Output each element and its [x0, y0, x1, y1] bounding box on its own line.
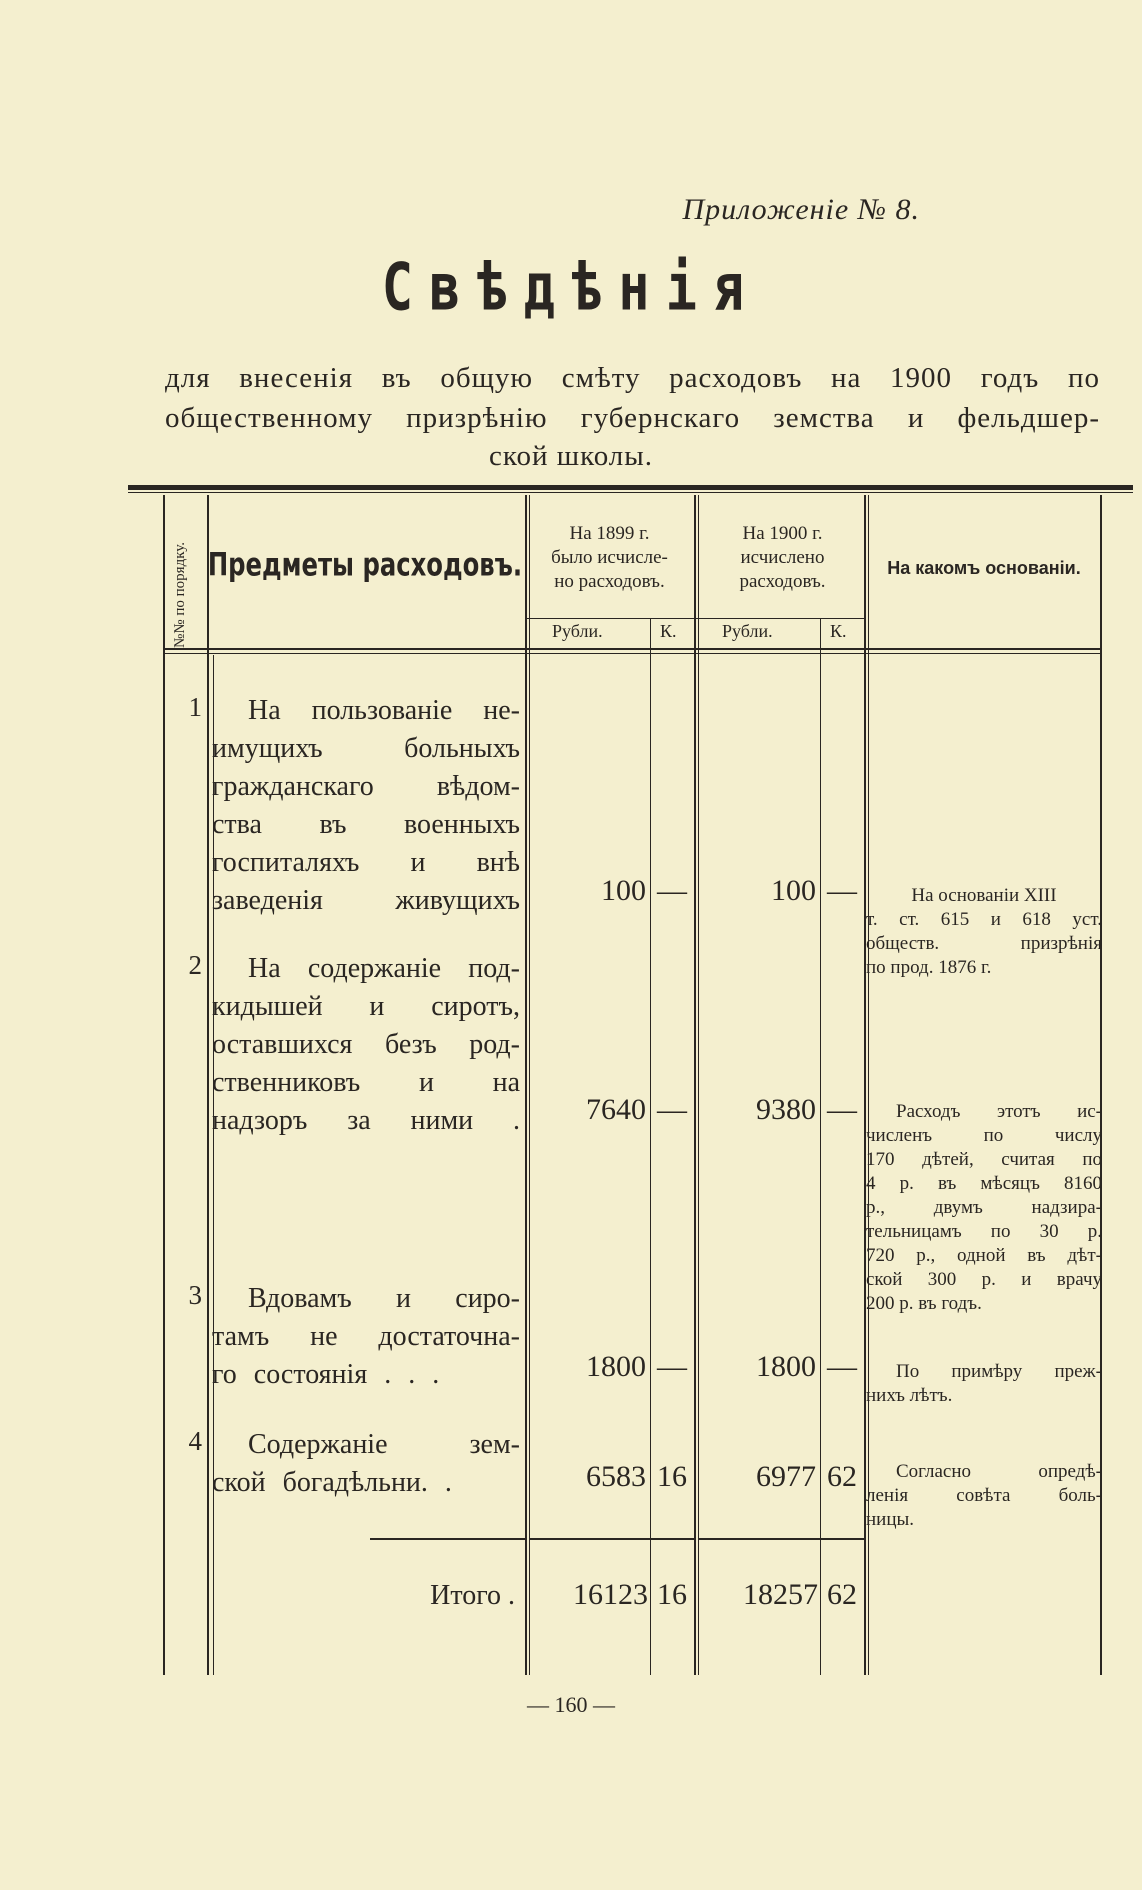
- amount-kopecks-1900: 62: [827, 1460, 857, 1493]
- row-basis-line: 170 дѣтей, считая по: [866, 1149, 1102, 1170]
- amount-rubles-1900: 6977: [756, 1460, 816, 1493]
- row-description-line: надзоръ за ними .: [212, 1105, 520, 1136]
- row-basis-line: тельницамъ по 30 р.: [866, 1221, 1102, 1242]
- total-rubles-1900: 18257: [743, 1578, 818, 1611]
- appendix-label: Приложеніе № 8.: [682, 193, 920, 226]
- col-divider-subjects: [525, 495, 527, 1675]
- row-basis-line: численъ по числу: [866, 1125, 1102, 1146]
- intro-line-3: ской школы.: [488, 440, 654, 472]
- amount-rubles-1900: 100: [771, 874, 816, 907]
- table-top-rule: [128, 485, 1133, 490]
- row-basis-line: т. ст. 615 и 618 уст.: [866, 909, 1102, 930]
- col-divider-1899-inner: [698, 495, 699, 1675]
- row-description-line: ства въ военныхъ: [212, 809, 520, 840]
- total-kopecks-1899: 16: [657, 1578, 687, 1611]
- column-header-1900-line: исчислено: [740, 547, 825, 568]
- row-basis-line: ленія совѣта боль-: [866, 1485, 1102, 1506]
- row-description-line: заведенія живущихъ: [212, 885, 520, 916]
- col-divider-no: [207, 495, 209, 1675]
- column-header-1899: [527, 522, 692, 594]
- total-rule-subjects: [370, 1538, 525, 1540]
- row-description-line: го состоянія . . .: [212, 1359, 440, 1390]
- amount-kopecks-1900: —: [827, 874, 857, 907]
- document-title: Свѣдѣнія: [381, 250, 761, 326]
- amount-kopecks-1899: —: [657, 1350, 687, 1383]
- header-bottom-thin-rule: [163, 653, 1100, 654]
- intro-line-2: общественному призрѣнію губернскаго земства и фельдшер-: [165, 402, 1100, 434]
- row-basis-line: Расходъ этотъ ис-: [896, 1101, 1102, 1122]
- subheader-rubles-1899: Рубли.: [552, 621, 603, 641]
- amount-kopecks-1900: —: [827, 1093, 857, 1126]
- row-description-line: На содержаніе под-: [248, 953, 520, 984]
- column-header-number: №№ по порядку.: [172, 541, 188, 648]
- column-header-1899-line: На 1899 г.: [569, 523, 650, 544]
- col-divider-kop-1900: [820, 618, 821, 1675]
- row-description-line: Содержаніе зем-: [248, 1429, 520, 1460]
- row-number: 3: [188, 1280, 202, 1310]
- column-header-basis: На какомъ основаніи.: [887, 558, 1081, 578]
- row-description-line: ственниковъ и на: [212, 1067, 520, 1098]
- row-description: [212, 1280, 520, 1394]
- row-description-line: оставшихся безъ род-: [212, 1029, 520, 1060]
- column-header-1900: [700, 522, 865, 594]
- column-header-subjects: Предметы расходовъ.: [207, 546, 523, 585]
- subheader-rule: [527, 618, 865, 619]
- row-basis-line: ской 300 р. и врачу: [866, 1269, 1102, 1290]
- row-description: [212, 1426, 520, 1502]
- row-description-line: Вдовамъ и сиро-: [248, 1283, 520, 1314]
- row-description-line: гражданскаго вѣдом-: [212, 771, 520, 802]
- row-basis-line: Согласно опредѣ-: [896, 1461, 1102, 1482]
- row-basis-line: по прод. 1876 г.: [866, 957, 992, 978]
- row-basis: [866, 1360, 1102, 1408]
- row-basis-line: 720 р., одной въ дѣт-: [866, 1245, 1102, 1266]
- total-kopecks-1900: 62: [827, 1578, 857, 1611]
- subheader-kopecks-1900: К.: [830, 621, 847, 641]
- row-description: [212, 950, 520, 1140]
- row-basis-line: нихъ лѣтъ.: [866, 1385, 953, 1406]
- row-basis: [866, 884, 1102, 980]
- col-divider-1899: [694, 495, 696, 1675]
- row-description-line: На пользованіе не-: [248, 695, 520, 726]
- amount-rubles-1899: 6583: [586, 1460, 646, 1493]
- row-basis-line: По примѣру преж-: [896, 1361, 1102, 1382]
- amount-rubles-1899: 1800: [586, 1350, 646, 1383]
- row-description-line: кидышей и сиротъ,: [212, 991, 520, 1022]
- row-description: [212, 692, 520, 920]
- amount-rubles-1900: 1800: [756, 1350, 816, 1383]
- row-basis-line: 200 р. въ годъ.: [866, 1293, 982, 1314]
- row-number: 1: [188, 692, 202, 722]
- amount-rubles-1900: 9380: [756, 1093, 816, 1126]
- row-number: 2: [188, 950, 202, 980]
- col-divider-kop-1899: [650, 618, 651, 1675]
- column-header-1899-line: но расходовъ.: [554, 571, 665, 592]
- row-description-line: тамъ не достаточна-: [212, 1321, 520, 1352]
- table-left-border: [163, 495, 165, 1675]
- amount-kopecks-1900: —: [827, 1350, 857, 1383]
- row-basis-line: ницы.: [866, 1509, 915, 1530]
- amount-rubles-1899: 7640: [586, 1093, 646, 1126]
- amount-kopecks-1899: 16: [657, 1460, 687, 1493]
- total-label: Итого .: [430, 1580, 515, 1611]
- table-top-thin-rule: [128, 492, 1133, 493]
- total-rule-1900: [698, 1538, 864, 1540]
- intro-line-1: для внесенія въ общую смѣту расходовъ на 1900 годъ по: [165, 362, 1100, 394]
- row-description-line: имущихъ больныхъ: [212, 733, 520, 764]
- column-header-1900-line: На 1900 г.: [742, 523, 823, 544]
- row-basis-line: 4 р. въ мѣсяцъ 8160: [866, 1173, 1102, 1194]
- row-description-line: госпиталяхъ и внѣ: [212, 847, 520, 878]
- row-basis-line: обществ. призрѣнія: [866, 933, 1102, 954]
- row-description-line: ской богадѣльни. .: [212, 1467, 452, 1498]
- subheader-rubles-1900: Рубли.: [722, 621, 773, 641]
- row-basis: [866, 1460, 1102, 1532]
- column-header-1900-line: расходовъ.: [739, 571, 826, 592]
- amount-kopecks-1899: —: [657, 874, 687, 907]
- page-number: — 160 —: [527, 1692, 615, 1717]
- subheader-kopecks-1899: К.: [660, 621, 677, 641]
- total-rule-1899: [529, 1538, 694, 1540]
- column-header-1899-line: было исчисле-: [551, 547, 668, 568]
- header-bottom-rule: [163, 648, 1100, 650]
- total-rubles-1899: 16123: [573, 1578, 648, 1611]
- row-basis: [866, 1100, 1102, 1316]
- amount-rubles-1899: 100: [601, 874, 646, 907]
- row-basis-line: На основаніи XIII: [911, 885, 1057, 906]
- amount-kopecks-1899: —: [657, 1093, 687, 1126]
- row-number: 4: [188, 1426, 202, 1456]
- col-divider-subjects-inner: [529, 495, 530, 1675]
- row-basis-line: р., двумъ надзира-: [866, 1197, 1102, 1218]
